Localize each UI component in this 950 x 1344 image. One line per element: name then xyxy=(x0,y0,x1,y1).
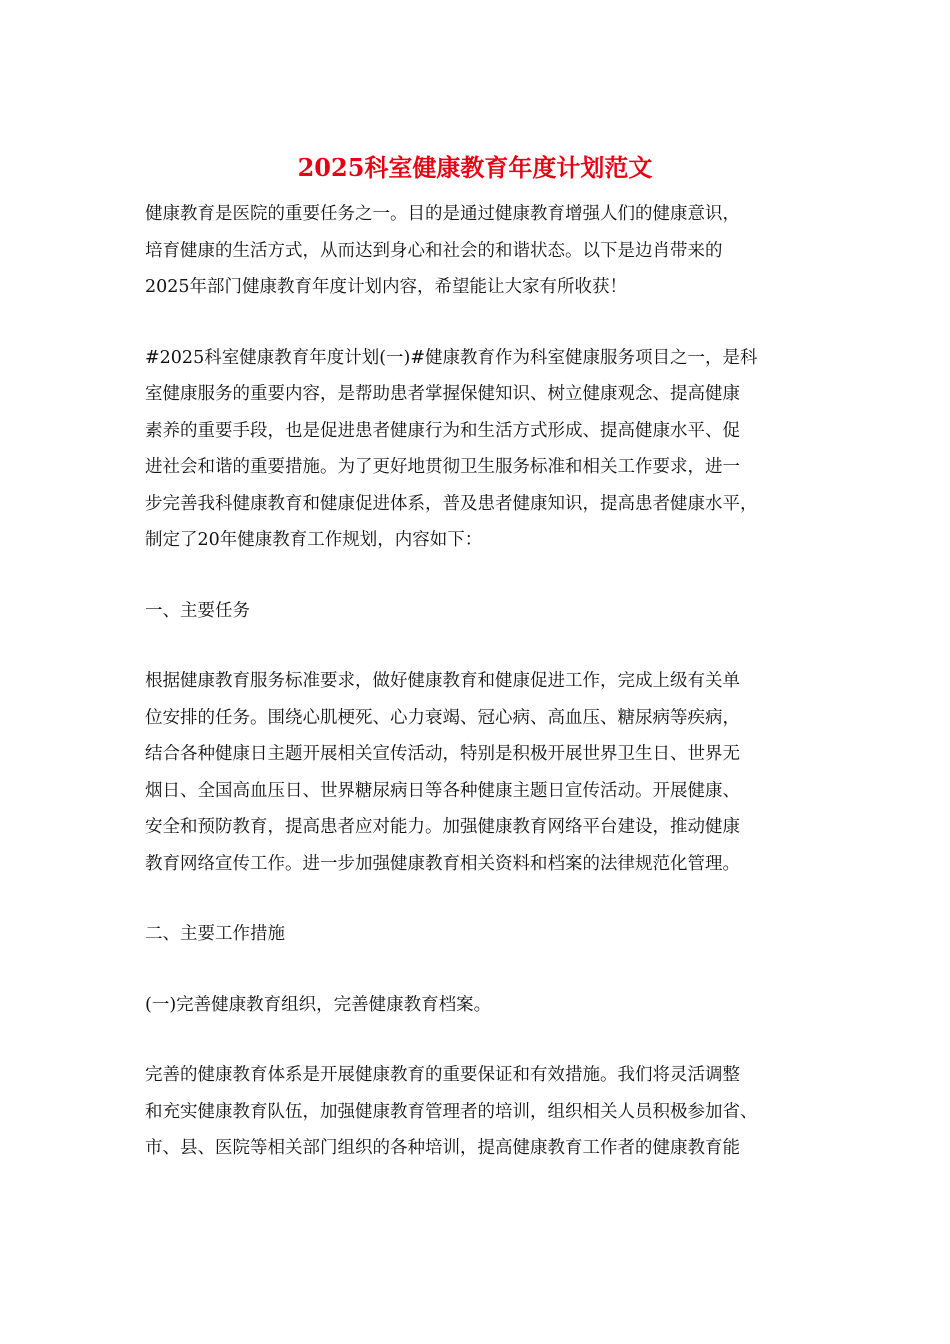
text-line: 二、主要工作措施 xyxy=(145,924,285,944)
text-line: 2025年部门健康教育年度计划内容，希望能让大家有所收获！ xyxy=(145,277,628,297)
text-line: 健康教育是医院的重要任务之一。目的是通过健康教育增强人们的健康意识， xyxy=(145,204,740,224)
text-line: 根据健康教育服务标准要求，做好健康教育和健康促进工作，完成上级有关单 xyxy=(145,671,740,691)
text-line: #2025科室健康教育年度计划(一)#健康教育作为科室健康服务项目之一，是科 xyxy=(145,347,758,368)
text-line: 位安排的任务。围绕心肌梗死、心力衰竭、冠心病、高血压、糖尿病等疾病， xyxy=(145,707,740,728)
paragraph-organization xyxy=(145,1057,810,1167)
text-line: 烟日、全国高血压日、世界糖尿病日等各种健康主题日宣传活动。开展健康、 xyxy=(145,780,740,801)
text-line: 教育网络宣传工作。进一步加强健康教育相关资料和档案的法律规范化管理。 xyxy=(145,853,740,874)
text-line: 培育健康的生活方式，从而达到身心和社会的和谐状态。以下是边肖带来的 xyxy=(145,240,723,261)
paragraph-main-tasks xyxy=(145,663,810,882)
text-line: 市、县、医院等相关部门组织的各种培训，提高健康教育工作者的健康教育能 xyxy=(145,1138,740,1158)
paragraph-intro xyxy=(145,196,810,306)
document-title: 2025科室健康教育年度计划范文 xyxy=(297,153,653,182)
text-line: (一)完善健康教育组织，完善健康教育档案。 xyxy=(145,994,492,1015)
text-line: 安全和预防教育，提高患者应对能力。加强健康教育网络平台建设，推动健康 xyxy=(145,817,740,837)
section-heading-main-tasks xyxy=(145,593,810,630)
paragraph-plan-one xyxy=(145,340,810,559)
text-line: 步完善我科健康教育和健康促进体系，普及患者健康知识，提高患者健康水平， xyxy=(145,493,758,514)
text-line: 和充实健康教育队伍，加强健康教育管理者的培训，组织相关人员积极参加省、 xyxy=(145,1101,758,1122)
text-line: 制定了20年健康教育工作规划，内容如下： xyxy=(145,530,483,550)
text-line: 一、主要任务 xyxy=(145,600,250,621)
subsection-heading-organization xyxy=(145,987,810,1024)
text-line: 结合各种健康日主题开展相关宣传活动，特别是积极开展世界卫生日、世界无 xyxy=(145,744,740,764)
document-body xyxy=(145,196,810,1167)
text-line: 素养的重要手段，也是促进患者健康行为和生活方式形成、提高健康水平、促 xyxy=(145,420,740,441)
text-line: 完善的健康教育体系是开展健康教育的重要保证和有效措施。我们将灵活调整 xyxy=(145,1065,740,1085)
text-line: 室健康服务的重要内容，是帮助患者掌握保健知识、树立健康观念、提高健康 xyxy=(145,384,740,404)
section-heading-main-measures xyxy=(145,916,810,953)
text-line: 进社会和谐的重要措施。为了更好地贯彻卫生服务标准和相关工作要求，进一 xyxy=(145,457,740,477)
